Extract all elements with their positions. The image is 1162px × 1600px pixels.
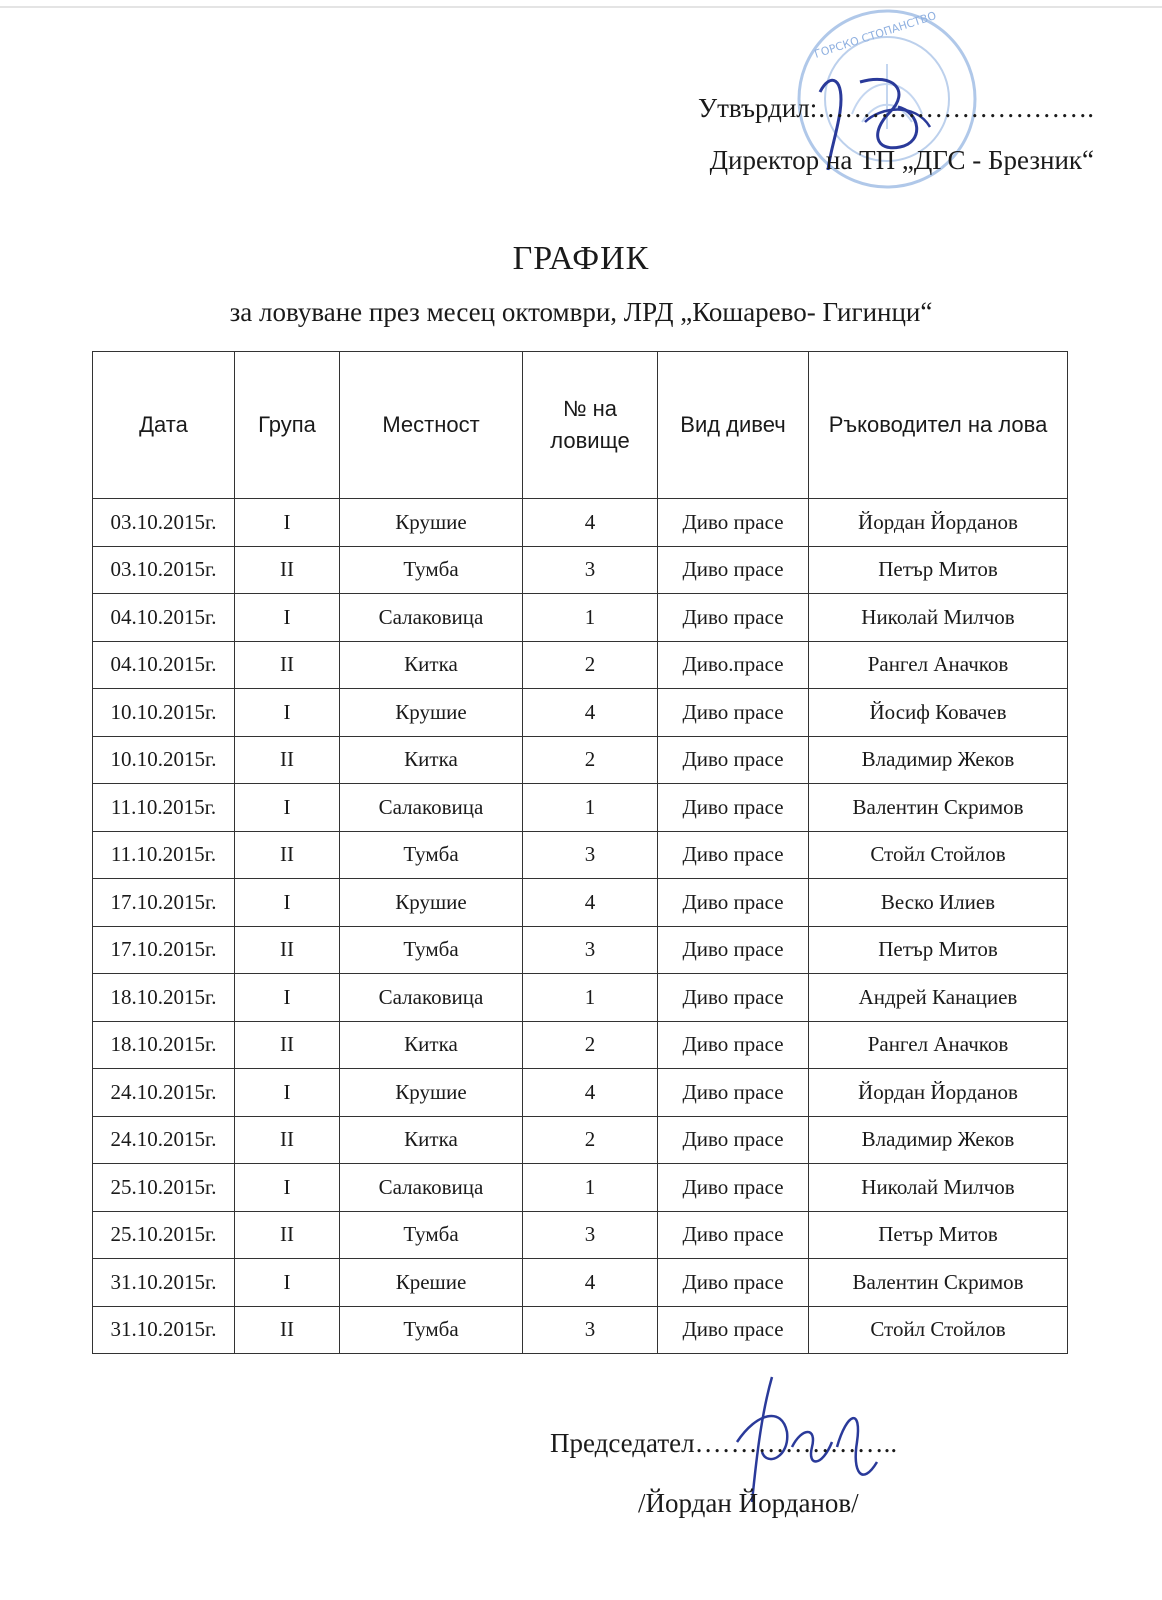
cell-game-type: Диво прасе xyxy=(658,1211,809,1259)
cell-hunt-leader: Рангел Аначков xyxy=(809,1021,1068,1069)
chairman-name: /Йордан Йорданов/ xyxy=(638,1488,859,1518)
cell-game-type: Диво прасе xyxy=(658,594,809,642)
cell-hunt-leader: Николай Милчов xyxy=(809,594,1068,642)
cell-hunting-ground: 2 xyxy=(523,736,658,784)
cell-hunt-leader: Йордан Йорданов xyxy=(809,499,1068,547)
cell-game-type: Диво прасе xyxy=(658,974,809,1022)
cell-game-type: Диво прасе xyxy=(658,1116,809,1164)
table-row xyxy=(93,1259,1068,1307)
cell-group: II xyxy=(235,1116,340,1164)
cell-date: 24.10.2015г. xyxy=(93,1116,235,1164)
approval-block xyxy=(698,82,1094,186)
cell-hunt-leader: Валентин Скримов xyxy=(809,784,1068,832)
cell-date: 31.10.2015г. xyxy=(93,1259,235,1307)
cell-date: 04.10.2015г. xyxy=(93,641,235,689)
cell-hunting-ground: 1 xyxy=(523,974,658,1022)
cell-hunting-ground: 1 xyxy=(523,594,658,642)
cell-group: II xyxy=(235,1211,340,1259)
table-row xyxy=(93,974,1068,1022)
cell-group: I xyxy=(235,974,340,1022)
cell-group: I xyxy=(235,1069,340,1117)
table-row xyxy=(93,689,1068,737)
column-header-hunt-leader: Ръководител на лова xyxy=(809,352,1068,499)
svg-text:ГОРСКО СТОПАНСТВО: ГОРСКО СТОПАНСТВО xyxy=(812,9,938,61)
cell-hunting-ground: 4 xyxy=(523,1069,658,1117)
cell-hunt-leader: Владимир Жеков xyxy=(809,1116,1068,1164)
cell-date: 03.10.2015г. xyxy=(93,546,235,594)
cell-game-type: Диво прасе xyxy=(658,546,809,594)
cell-hunting-ground: 2 xyxy=(523,1116,658,1164)
cell-locality: Крушие xyxy=(340,879,523,927)
cell-hunting-ground: 3 xyxy=(523,1306,658,1354)
cell-group: II xyxy=(235,641,340,689)
cell-locality: Тумба xyxy=(340,1306,523,1354)
cell-date: 11.10.2015г. xyxy=(93,831,235,879)
cell-hunt-leader: Николай Милчов xyxy=(809,1164,1068,1212)
table-row xyxy=(93,546,1068,594)
cell-hunt-leader: Стойл Стойлов xyxy=(809,1306,1068,1354)
cell-game-type: Диво прасе xyxy=(658,879,809,927)
cell-game-type: Диво.прасе xyxy=(658,641,809,689)
document-title: ГРАФИК xyxy=(512,240,650,277)
table-row xyxy=(93,499,1068,547)
table-row xyxy=(93,594,1068,642)
cell-date: 04.10.2015г. xyxy=(93,594,235,642)
column-header-locality: Местност xyxy=(340,352,523,499)
cell-date: 18.10.2015г. xyxy=(93,974,235,1022)
cell-group: II xyxy=(235,1306,340,1354)
approved-by-line: Утвърдил:…………………………. xyxy=(697,93,1094,123)
cell-game-type: Диво прасе xyxy=(658,736,809,784)
table-row xyxy=(93,1306,1068,1354)
cell-game-type: Диво прасе xyxy=(658,926,809,974)
cell-game-type: Диво прасе xyxy=(658,1069,809,1117)
cell-game-type: Диво прасе xyxy=(658,1164,809,1212)
cell-group: I xyxy=(235,594,340,642)
cell-locality: Салаковица xyxy=(340,594,523,642)
cell-date: 10.10.2015г. xyxy=(93,736,235,784)
cell-date: 03.10.2015г. xyxy=(93,499,235,547)
cell-hunting-ground: 3 xyxy=(523,831,658,879)
cell-game-type: Диво прасе xyxy=(658,689,809,737)
cell-game-type: Диво прасе xyxy=(658,1259,809,1307)
table-row xyxy=(93,1211,1068,1259)
director-line: Директор на ТП „ДГС - Брезник“ xyxy=(709,145,1094,175)
cell-locality: Тумба xyxy=(340,546,523,594)
table-row xyxy=(93,1069,1068,1117)
cell-game-type: Диво прасе xyxy=(658,1306,809,1354)
cell-hunting-ground: 1 xyxy=(523,1164,658,1212)
cell-group: II xyxy=(235,831,340,879)
table-row xyxy=(93,831,1068,879)
cell-game-type: Диво прасе xyxy=(658,831,809,879)
cell-group: I xyxy=(235,784,340,832)
cell-date: 24.10.2015г. xyxy=(93,1069,235,1117)
cell-locality: Тумба xyxy=(340,831,523,879)
cell-date: 17.10.2015г. xyxy=(93,926,235,974)
cell-locality: Китка xyxy=(340,736,523,784)
cell-group: II xyxy=(235,926,340,974)
cell-hunt-leader: Стойл Стойлов xyxy=(809,831,1068,879)
cell-hunting-ground: 2 xyxy=(523,641,658,689)
cell-locality: Тумба xyxy=(340,1211,523,1259)
cell-hunt-leader: Владимир Жеков xyxy=(809,736,1068,784)
cell-hunt-leader: Петър Митов xyxy=(809,546,1068,594)
column-header-date: Дата xyxy=(93,352,235,499)
cell-locality: Салаковица xyxy=(340,974,523,1022)
hunting-schedule-table xyxy=(92,351,1068,1354)
cell-group: II xyxy=(235,1021,340,1069)
table-row xyxy=(93,879,1068,927)
cell-hunt-leader: Веско Илиев xyxy=(809,879,1068,927)
cell-hunting-ground: 4 xyxy=(523,879,658,927)
cell-locality: Крушие xyxy=(340,689,523,737)
cell-locality: Тумба xyxy=(340,926,523,974)
cell-hunt-leader: Рангел Аначков xyxy=(809,641,1068,689)
cell-locality: Крушие xyxy=(340,499,523,547)
cell-hunt-leader: Йосиф Ковачев xyxy=(809,689,1068,737)
cell-date: 17.10.2015г. xyxy=(93,879,235,927)
table-row xyxy=(93,1116,1068,1164)
cell-hunting-ground: 4 xyxy=(523,499,658,547)
cell-date: 11.10.2015г. xyxy=(93,784,235,832)
column-header-game-type: Вид дивеч xyxy=(658,352,809,499)
cell-hunt-leader: Петър Митов xyxy=(809,1211,1068,1259)
column-header-hunting-ground: № на ловище xyxy=(523,352,658,499)
cell-locality: Китка xyxy=(340,1021,523,1069)
cell-hunting-ground: 4 xyxy=(523,689,658,737)
cell-date: 25.10.2015г. xyxy=(93,1211,235,1259)
column-header-group: Група xyxy=(235,352,340,499)
cell-date: 31.10.2015г. xyxy=(93,1306,235,1354)
cell-group: I xyxy=(235,689,340,737)
cell-date: 10.10.2015г. xyxy=(93,689,235,737)
cell-group: I xyxy=(235,879,340,927)
cell-hunt-leader: Петър Митов xyxy=(809,926,1068,974)
cell-hunting-ground: 2 xyxy=(523,1021,658,1069)
cell-game-type: Диво прасе xyxy=(658,784,809,832)
table-row xyxy=(93,1164,1068,1212)
cell-hunting-ground: 1 xyxy=(523,784,658,832)
cell-hunting-ground: 3 xyxy=(523,1211,658,1259)
cell-hunting-ground: 3 xyxy=(523,926,658,974)
cell-group: II xyxy=(235,736,340,784)
cell-locality: Китка xyxy=(340,641,523,689)
table-row xyxy=(93,641,1068,689)
cell-locality: Салаковица xyxy=(340,784,523,832)
cell-date: 18.10.2015г. xyxy=(93,1021,235,1069)
chairman-line: Председател………………….. xyxy=(550,1428,898,1458)
cell-hunting-ground: 3 xyxy=(523,546,658,594)
document-subtitle: за ловуване през месец октомври, ЛРД „Кошарево- Гигинци“ xyxy=(229,297,933,327)
cell-locality: Крушие xyxy=(340,1069,523,1117)
cell-group: I xyxy=(235,1164,340,1212)
cell-game-type: Диво прасе xyxy=(658,1021,809,1069)
table-row xyxy=(93,784,1068,832)
cell-hunting-ground: 4 xyxy=(523,1259,658,1307)
top-scan-edge xyxy=(0,6,1162,8)
table-row xyxy=(93,736,1068,784)
table-body xyxy=(93,499,1068,1354)
table-header-row xyxy=(93,352,1068,499)
cell-locality: Салаковица xyxy=(340,1164,523,1212)
cell-group: II xyxy=(235,546,340,594)
cell-hunt-leader: Валентин Скримов xyxy=(809,1259,1068,1307)
cell-date: 25.10.2015г. xyxy=(93,1164,235,1212)
cell-locality: Китка xyxy=(340,1116,523,1164)
cell-hunt-leader: Йордан Йорданов xyxy=(809,1069,1068,1117)
cell-locality: Крешие xyxy=(340,1259,523,1307)
cell-game-type: Диво прасе xyxy=(658,499,809,547)
cell-group: I xyxy=(235,499,340,547)
cell-group: I xyxy=(235,1259,340,1307)
cell-hunt-leader: Андрей Канациев xyxy=(809,974,1068,1022)
table-row xyxy=(93,1021,1068,1069)
table-row xyxy=(93,926,1068,974)
